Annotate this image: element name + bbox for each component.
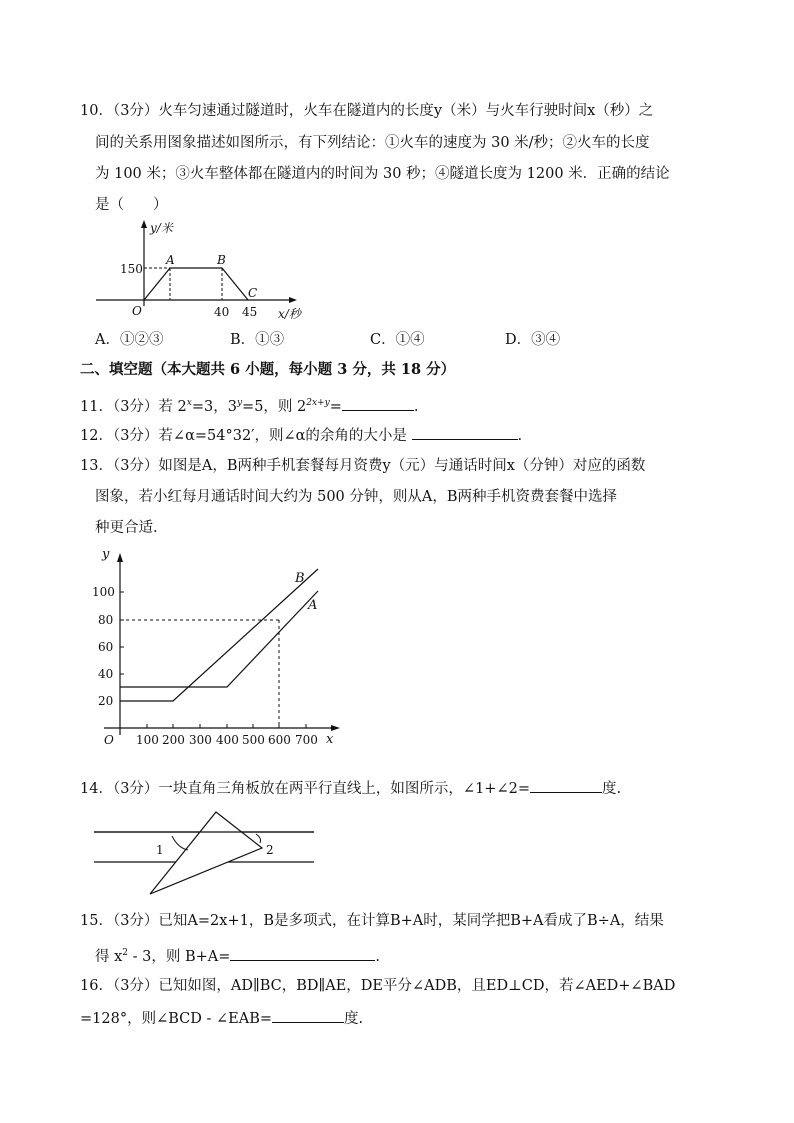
q10-point-c: C: [248, 286, 258, 300]
q13-x-tick-400: 400: [216, 733, 239, 747]
q13-line2: 图象，若小红每月通话时间大约为 500 分钟，则从A，B两种手机资费套餐中选择: [95, 489, 618, 505]
q10-origin: O: [132, 304, 142, 318]
q13-y-tick-40: 40: [98, 667, 114, 681]
q13-line3: 种更合适.: [95, 520, 158, 536]
q13-x-axis-label: x: [326, 732, 334, 747]
q13-y-tick-100: 100: [92, 585, 115, 599]
q10-x-tick-45: 45: [242, 305, 258, 319]
q10-option-c: C．①④: [370, 332, 425, 348]
q13-x-tick-100: 100: [136, 733, 159, 747]
q15-line1: 15．（3分）已知A=2x+1，B是多项式，在计算B+A时，某同学把B+A看成了B÷A，结果: [80, 913, 664, 929]
q15-line2: 得 $x^2 - 3$，则 B+A= .: [95, 943, 380, 967]
q13-x-tick-200: 200: [162, 733, 185, 747]
q13-x-tick-300: 300: [189, 733, 212, 747]
q11-answer-blank: [342, 395, 414, 411]
q14-answer-blank: [530, 777, 602, 793]
q10-option-d: D．③④: [505, 332, 561, 348]
q10-point-a: A: [166, 253, 175, 267]
q13-y-tick-80: 80: [98, 613, 114, 627]
q10-line1: 10．（3分）火车匀速通过隧道时，火车在隧道内的长度y（米）与火车行驶时间x（秒）之: [80, 103, 654, 119]
q10-line4: 是（ ）: [95, 197, 168, 213]
q13-x-tick-600: 600: [268, 733, 291, 747]
q14-figure: [92, 810, 332, 900]
q13-y-tick-60: 60: [98, 640, 114, 654]
q13-origin: O: [104, 733, 114, 747]
q13-graph: [92, 545, 352, 765]
q16-line2: =128°，则∠BCD - ∠EAB= 度.: [80, 1007, 363, 1029]
q14-angle-1: 1: [156, 843, 164, 857]
q10-y-axis-label: y/米: [150, 221, 173, 235]
q13-y-axis-label: y: [102, 547, 110, 562]
q14: 14．（3分）一块直角三角板放在两平行直线上，如图所示，∠1+∠2= 度.: [80, 777, 621, 799]
q13-line-label-a: A: [308, 598, 318, 613]
q12: 12．（3分）若∠α=54°32′，则∠α的余角的大小是 .: [80, 424, 522, 446]
q13-x-tick-500: 500: [242, 733, 265, 747]
q13-y-tick-20: 20: [98, 694, 114, 708]
q10-option-a: A．①②③: [95, 332, 164, 348]
q10-option-b: B．①③: [230, 332, 285, 348]
q15-answer-blank: [230, 945, 375, 961]
q13-x-tick-700: 700: [295, 733, 318, 747]
q10-line2: 间的关系用图象描述如图所示，有下列结论：①火车的速度为 30 米/秒；②火车的长度: [95, 135, 650, 151]
q10-line3: 为 100 米；③火车整体都在隧道内的时间为 30 秒；④隧道长度为 1200 米．正确的结论: [95, 166, 670, 182]
q10-point-b: B: [217, 253, 226, 267]
q14-angle-2: 2: [266, 843, 274, 857]
q10-x-tick-40: 40: [214, 305, 230, 319]
q10-graph: [92, 218, 312, 328]
q16-answer-blank: [272, 1007, 344, 1023]
q13-line1: 13．（3分）如图是A，B两种手机套餐每月资费y（元）与通话时间x（分钟）对应的函数: [80, 458, 646, 474]
q16-line1: 16．（3分）已知如图，AD∥BC，BD∥AE，DE平分∠ADB，且ED⊥CD，若∠AED+∠BAD: [80, 978, 676, 994]
section-2-heading: 二、填空题（本大题共 6 小题，每小题 3 分，共 18 分）: [80, 361, 456, 378]
q13-line-label-b: B: [295, 571, 305, 586]
q11: 11．（3分）若 $2^x=3$，$3^y=5$，则 $2^{2x+y}=$ .: [80, 393, 418, 417]
q12-answer-blank: [412, 424, 518, 440]
q10-x-axis-label: x/秒: [278, 307, 301, 321]
q10-y-tick: 150: [120, 262, 143, 276]
